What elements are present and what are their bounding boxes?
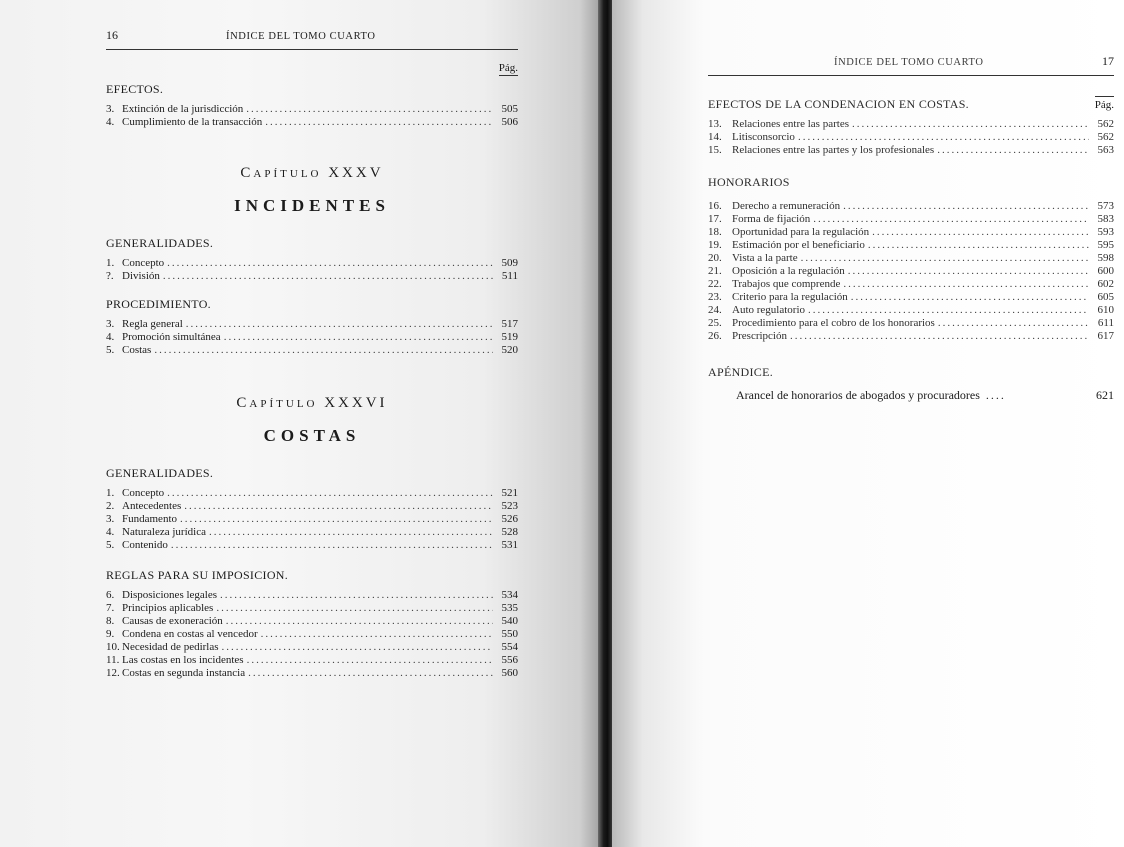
- section-title-honorarios: HONORARIOS: [708, 175, 790, 189]
- list-item: 26. Prescripción ..... 617: [708, 330, 1114, 343]
- list-item: 9. Condena en costas al vencedor ..... 550: [106, 628, 518, 641]
- list-item: 4. Promoción simultánea ..... 519: [106, 331, 518, 344]
- right-page: [612, 0, 1124, 847]
- list-item: 17. Forma de fijación ..... 583: [708, 213, 1114, 226]
- list-item: 22. Trabajos que comprende ..... 602: [708, 278, 1114, 291]
- list-item: 6. Disposiciones legales ..... 534: [106, 589, 518, 602]
- entries-procedimiento: [106, 318, 518, 357]
- list-item: 8. Causas de exoneración ..... 540: [106, 615, 518, 628]
- list-item: 4. Naturaleza jurídica ..... 528: [106, 526, 518, 539]
- list-item: 5. Costas ..... 520: [106, 344, 518, 357]
- list-item: 10. Necesidad de pedirlas ..... 554: [106, 641, 518, 654]
- list-item: 11. Las costas en los incidentes ..... 556: [106, 654, 518, 667]
- running-head: [708, 54, 1114, 76]
- running-head-title: ÍNDICE DEL TOMO CUARTO: [226, 31, 376, 42]
- entries-generalidades-2: [106, 487, 518, 552]
- list-item: 4. Cumplimiento de la transacción ..... 506: [106, 116, 518, 129]
- list-item: 3. Regla general ..... 517: [106, 318, 518, 331]
- left-page-content: [106, 28, 518, 680]
- list-item: 3. Fundamento ..... 526: [106, 513, 518, 526]
- list-item: 23. Criterio para la regulación ..... 605: [708, 291, 1114, 304]
- page-number: 17: [1102, 54, 1114, 68]
- list-item: 18. Oportunidad para la regulación ..... 593: [708, 226, 1114, 239]
- list-item: 16. Derecho a remuneración ..... 573: [708, 200, 1114, 213]
- list-item: 19. Estimación por el beneficiario ..... 595: [708, 239, 1114, 252]
- list-item: 7. Principios aplicables ..... 535: [106, 602, 518, 615]
- section-title-efectos-condenacion: EFECTOS DE LA CONDENACION EN COSTAS.: [708, 97, 969, 111]
- chapter-name-costas: COSTAS: [263, 426, 361, 445]
- list-item: ?. División ..... 511: [106, 270, 518, 283]
- section-header-efectos-condenacion: [708, 96, 1114, 112]
- list-item: 1. Concepto ..... 509: [106, 257, 518, 270]
- section-title-procedimiento: PROCEDIMIENTO.: [106, 297, 211, 311]
- page-column-label: Pág.: [498, 62, 518, 74]
- right-page-content: [708, 54, 1114, 403]
- list-item: 25. Procedimiento para el cobro de los honorarios ..... 611: [708, 317, 1114, 330]
- list-item: 1. Concepto ..... 521: [106, 487, 518, 500]
- chapter-heading-35: Capítulo XXXV: [240, 165, 384, 181]
- entries-generalidades-1: [106, 257, 518, 283]
- entries-efectos: [106, 103, 518, 129]
- chapter-heading-36: Capítulo XXXVI: [236, 395, 388, 411]
- page-column-label: Pág.: [1095, 96, 1114, 111]
- list-item: 15. Relaciones entre las partes y los profesionales ..... 563: [708, 144, 1114, 157]
- list-item: 5. Contenido ..... 531: [106, 539, 518, 552]
- entries-honorarios: [708, 200, 1114, 343]
- running-head: [106, 28, 518, 50]
- entries-reglas: [106, 589, 518, 680]
- page-number: 16: [106, 28, 118, 42]
- list-item: 14. Litisconsorcio ..... 562: [708, 131, 1114, 144]
- list-item: 3. Extinción de la jurisdicción ..... 505: [106, 103, 518, 116]
- list-item: 2. Antecedentes ..... 523: [106, 500, 518, 513]
- chapter-name-incidentes: INCIDENTES: [234, 196, 390, 215]
- section-title-efectos: EFECTOS.: [106, 82, 164, 96]
- list-item: 21. Oposición a la regulación ..... 600: [708, 265, 1114, 278]
- list-item: 12. Costas en segunda instancia ..... 560: [106, 667, 518, 680]
- section-title-generalidades: GENERALIDADES.: [106, 236, 214, 250]
- list-item: 20. Vista a la parte ..... 598: [708, 252, 1114, 265]
- appendix-item: Arancel de honorarios de abogados y procuradores .... 621: [736, 388, 1114, 402]
- section-title-reglas: REGLAS PARA SU IMPOSICION.: [106, 568, 289, 582]
- section-title-generalidades: GENERALIDADES.: [106, 466, 214, 480]
- section-title-apendice: APÉNDICE.: [708, 365, 774, 379]
- running-head-title: ÍNDICE DEL TOMO CUARTO: [834, 57, 984, 68]
- list-item: 24. Auto regulatorio ..... 610: [708, 304, 1114, 317]
- list-item: 13. Relaciones entre las partes ..... 562: [708, 118, 1114, 131]
- entries-efectos-condenacion: [708, 118, 1114, 157]
